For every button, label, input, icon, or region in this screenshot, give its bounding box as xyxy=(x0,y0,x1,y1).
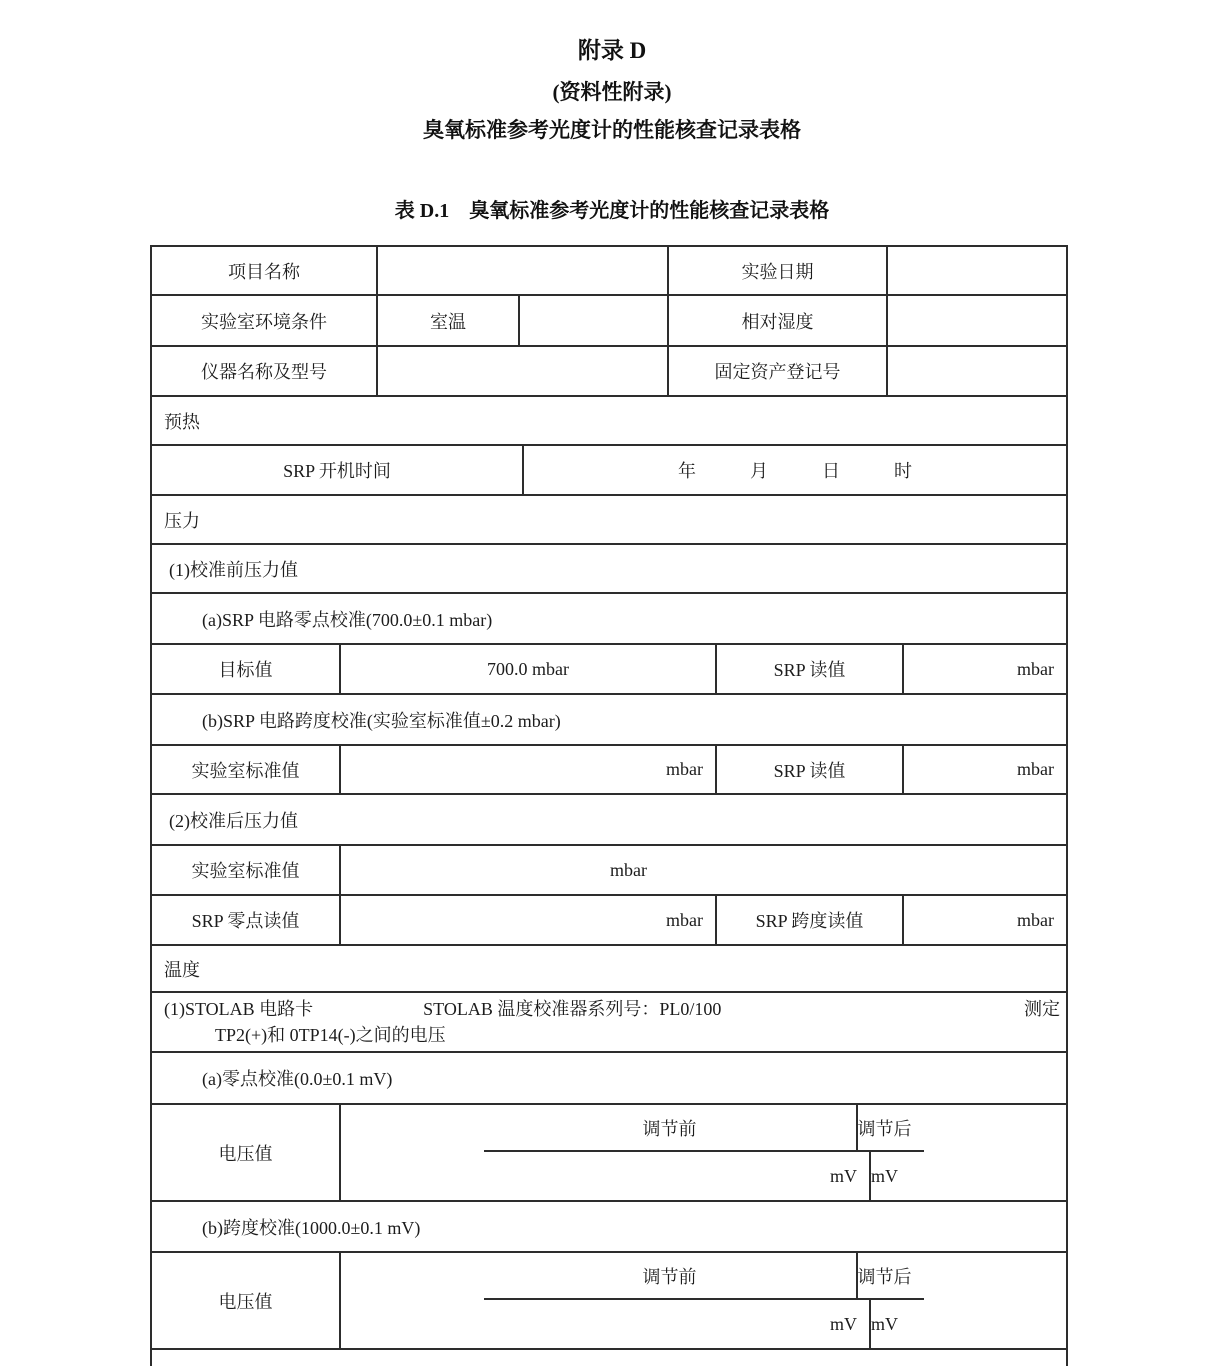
voltage-header-row2 xyxy=(484,1253,924,1300)
cell-humidity-value xyxy=(888,296,1066,345)
table-row-post-cal xyxy=(152,795,1066,846)
cell-env-label: 实验室环境条件 xyxy=(152,296,378,345)
cell-date-value xyxy=(888,247,1066,294)
temp-span-cal-title: (b)跨度校准(1000.0±0.1 mV) xyxy=(202,1217,421,1238)
cell-instrument-value xyxy=(378,347,669,395)
cell-project-label: 项目名称 xyxy=(152,247,378,294)
cell-voltage-label2: 电压值 xyxy=(152,1253,341,1348)
post-cal-title: (2)校准后压力值 xyxy=(169,810,298,831)
temp-zero-cal-title: (a)零点校准(0.0±0.1 mV) xyxy=(202,1069,393,1089)
table-row-warmup-section xyxy=(152,397,1066,446)
cell-lab-standard-label: 实验室标准值 xyxy=(152,746,341,793)
cell-target-label: 目标值 xyxy=(152,645,341,693)
pre-cal-title: (1)校准前压力值 xyxy=(169,559,298,580)
warmup-section-label: 预热 xyxy=(164,411,200,432)
table-row-project xyxy=(152,247,1066,296)
cell-srp-reading-label2: SRP 读值 xyxy=(717,746,904,793)
appendix-subtitle: (资料性附录) xyxy=(552,80,672,104)
table-row-temperature-section xyxy=(152,946,1066,993)
stolab-measure-label: 测定 xyxy=(1024,999,1060,1019)
cell-power-on-datetime: 年 月 日 时 xyxy=(678,461,912,481)
cell-before-mv-unit: mV xyxy=(497,1152,871,1200)
voltage-value-row xyxy=(497,1152,910,1200)
table-row-instrument xyxy=(152,347,1066,397)
cell-srp-reading-unit2: mbar xyxy=(1017,759,1054,779)
cell-humidity-label: 相对湿度 xyxy=(669,296,888,345)
cell-before-adjust-label2: 调节前 xyxy=(484,1253,858,1298)
cell-srp-zero-reading-label: SRP 零点读值 xyxy=(152,896,341,944)
table-row-temp-span-cal xyxy=(152,1202,1066,1253)
cell-before-adjust-label: 调节前 xyxy=(484,1105,858,1150)
table-row-temp-zero-cal xyxy=(152,1053,1066,1105)
cell-srp-span-reading-unit: mbar xyxy=(1017,909,1054,930)
voltage-header-row xyxy=(484,1105,924,1152)
cell-room-temp-value xyxy=(520,296,669,345)
table-row-voltage-block-2 xyxy=(152,1253,1066,1350)
table-row-lab-standard xyxy=(152,746,1066,795)
table-row-environment xyxy=(152,296,1066,347)
table-row-target xyxy=(152,645,1066,695)
voltage-value-row2 xyxy=(497,1300,910,1348)
voltage-subgrid2 xyxy=(341,1253,1066,1348)
table-row-voltage-block-1 xyxy=(152,1105,1066,1202)
cell-before-mv-unit2: mV xyxy=(497,1300,871,1348)
table-row-span-cal-title xyxy=(152,695,1066,746)
cell-date-label: 实验日期 xyxy=(669,247,888,294)
table-row-partial xyxy=(152,1350,1066,1366)
record-table xyxy=(150,245,1068,1366)
temperature-section-label: 温度 xyxy=(164,959,200,980)
cell-target-value: 700.0 mbar xyxy=(341,645,717,693)
table-row-srp-power-on xyxy=(152,446,1066,496)
table-row-pre-cal xyxy=(152,545,1066,594)
table-row-srp-readings xyxy=(152,896,1066,946)
cell-srp-span-reading-label: SRP 跨度读值 xyxy=(717,896,904,944)
appendix-heading: 臭氧标准参考光度计的性能核查记录表格 xyxy=(423,118,801,142)
table-row-stolab xyxy=(152,993,1066,1053)
table-row-lab-standard-post xyxy=(152,846,1066,896)
table-row-zero-cal-title xyxy=(152,594,1066,645)
cell-srp-reading-unit: mbar xyxy=(1017,658,1054,679)
cell-srp-reading-label: SRP 读值 xyxy=(717,645,904,693)
cell-after-adjust-label2: 调节后 xyxy=(857,1266,912,1287)
cell-lab-standard-unit-center: mbar xyxy=(610,859,647,880)
cell-project-value xyxy=(378,247,669,294)
cell-after-mv-unit: mV xyxy=(871,1165,898,1186)
table-caption: 表 D.1 臭氧标准参考光度计的性能核查记录表格 xyxy=(394,200,830,222)
cell-instrument-label: 仪器名称及型号 xyxy=(152,347,378,395)
table-row-pressure-section xyxy=(152,496,1066,545)
cell-after-mv-unit2: mV xyxy=(871,1313,898,1334)
stolab-line1 xyxy=(152,996,1066,1022)
cell-asset-value xyxy=(888,347,1066,395)
cell-lab-standard-unit: mbar xyxy=(341,746,717,793)
cell-srp-zero-reading-unit: mbar xyxy=(341,896,717,944)
cell-voltage-label: 电压值 xyxy=(152,1105,341,1200)
stolab-card-label: (1)STOLAB 电路卡 xyxy=(164,999,314,1019)
cell-lab-standard-label2: 实验室标准值 xyxy=(152,846,341,894)
span-cal-title: (b)SRP 电路跨度校准(实验室标准值±0.2 mbar) xyxy=(202,710,561,731)
voltage-subgrid xyxy=(341,1105,1066,1200)
stolab-cell xyxy=(152,993,1066,1051)
cell-room-temp-label: 室温 xyxy=(378,296,520,345)
stolab-serial-label: STOLAB 温度校准器系列号：PL0/100 xyxy=(423,999,722,1019)
appendix-title: 附录 D xyxy=(577,38,647,63)
pressure-section-label: 压力 xyxy=(164,510,200,531)
zero-cal-title: (a)SRP 电路零点校准(700.0±0.1 mbar) xyxy=(202,609,493,630)
cell-partial xyxy=(152,1350,1066,1366)
stolab-line2: TP2(+)和 0TP14(-)之间的电压 xyxy=(215,1025,446,1045)
cell-asset-label: 固定资产登记号 xyxy=(669,347,888,395)
cell-srp-power-on-label: SRP 开机时间 xyxy=(152,446,524,494)
cell-after-adjust-label: 调节后 xyxy=(857,1118,912,1139)
